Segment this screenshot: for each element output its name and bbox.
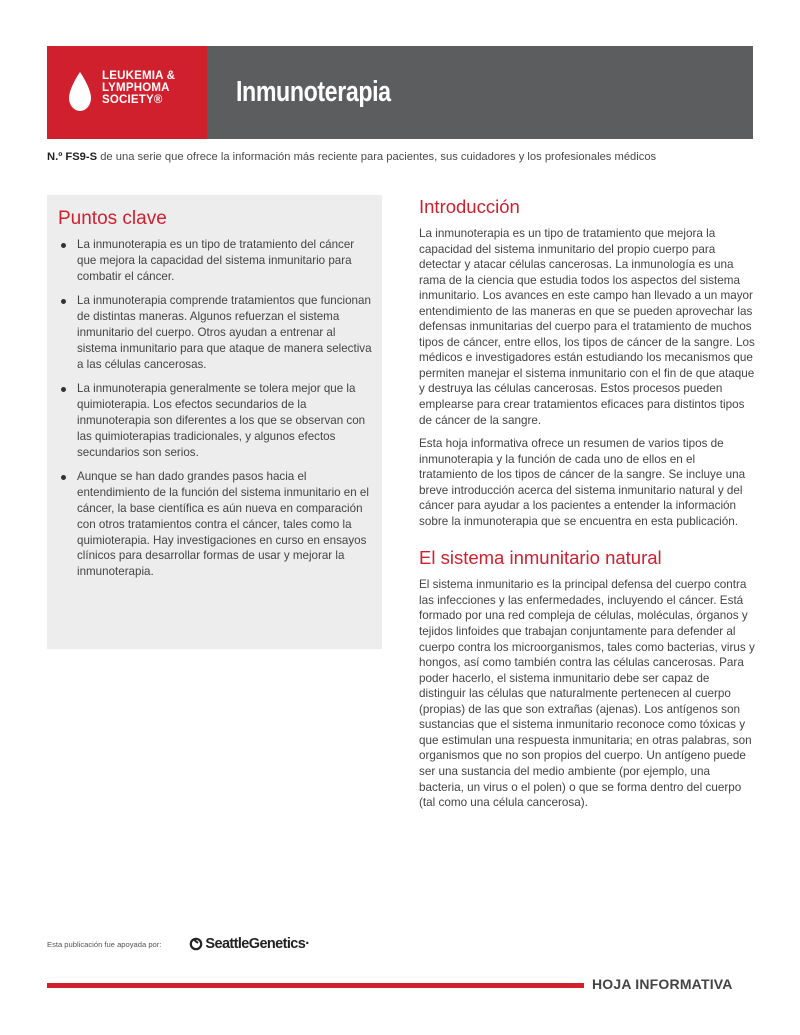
section-title-sistema-inmunitario: El sistema inmunitario natural <box>419 547 662 569</box>
list-item: Aunque se han dado grandes pasos hacia el entendimiento de la función del sistema inmunitario en el cáncer, la base científica es aún nueva en comparación con otros tratamientos contra el cáncer, tales como la quimioterapia. Hay investigaciones en curso en ensayos clínicos para desarrollar formas de usar y mejorar la inmunoterapia. <box>57 469 372 580</box>
sponsor-credit <box>47 936 309 952</box>
paragraph: La inmunoterapia es un tipo de tratamiento que mejora la capacidad del sistema inmunitario del propio cuerpo para detectar y atacar células cancerosas. La inmunología es una rama de la ciencia que estudia todos los aspectos del sistema inmunitario. Los avances en este campo han llevado a un mayor entendimiento de las maneras en que se pueden aprovechar las defensas inmunitarias del cuerpo para el tratamiento de muchos tipos de cáncer, entre ellos, los tipos de cáncer de la sangre. Los médicos e investigadores están estudiando los mecanismos que permiten manejar el sistema inmunitario con el fin de que ataque y destruya las células cancerosas. Estos procesos pueden emplearse para crear tratamientos eficaces para distintos tipos de cáncer de la sangre. <box>419 227 755 427</box>
series-line <box>47 151 656 163</box>
logo-line: SOCIETY® <box>102 94 163 106</box>
main-column <box>419 196 755 819</box>
list-item: La inmunoterapia es un tipo de tratamiento del cáncer que mejora la capacidad del sistema inmunitario para combatir el cáncer. <box>57 237 372 284</box>
list-item: La inmunoterapia generalmente se tolera mejor que la quimioterapia. Los efectos secundarios de la inmunoterapia son diferentes a los que se observan con las quimioterapias tradicionales, y algunos efectos secundarios son serios. <box>57 381 372 460</box>
seattle-genetics-mark-icon <box>189 937 203 951</box>
blood-drop-icon <box>67 72 93 112</box>
lls-logo <box>47 46 207 139</box>
footer-divider <box>47 983 584 988</box>
series-code: N.º FS9-S <box>47 151 98 163</box>
logo-line: LEUKEMIA & <box>102 70 176 82</box>
page-header <box>47 46 753 139</box>
logo-wordmark <box>102 70 175 106</box>
series-text: de una serie que ofrece la información más reciente para pacientes, sus cuidadores y los profesionales médicos <box>97 151 657 163</box>
paragraph: El sistema inmunitario es la principal defensa del cuerpo contra las infecciones y las enfermedades, incluyendo el cáncer. Está formado por una red compleja de células, moléculas, órganos y tejidos linfoides que trabajan conjuntamente para defender al cuerpo contra los microorganismos, tales como bacterias, virus y hongos, así como también contra las células cancerosas. Para poder hacerlo, el sistema inmunitario debe ser capaz de distinguir las células que naturalmente pertenecen al cuerpo (propias) de las que son extrañas (ajenas). Los antígenos son sustancias que el sistema inmunitario reconoce como tóxicas y que estimulan una respuesta inmunitaria; en otras palabras, son organismos que no son propios del cuerpo. Un antígeno puede ser una sustancia del medio ambiente (por ejemplo, una bacteria, un virus o el polen) o que se forma dentro del cuerpo (tal como una célula cancerosa). <box>419 578 755 810</box>
footer-label: HOJA INFORMATIVA <box>592 976 733 992</box>
key-points-title: Puntos clave <box>58 208 167 229</box>
list-item: La inmunoterapia comprende tratamientos que funcionan de distintas maneras. Algunos refuerzan el sistema inmunitario del cuerpo. Otros ayudan a entrenar al sistema inmunitario para que ataque de manera selectiva a las células cancerosas. <box>57 293 372 372</box>
key-points-box <box>47 195 382 649</box>
sponsor-label: Esta publicación fue apoyada por: <box>47 939 162 949</box>
page-title: Inmunoterapia <box>236 76 391 108</box>
sponsor-name: SeattleGenetics· <box>205 936 310 952</box>
section-title-introduccion: Introducción <box>419 196 520 217</box>
paragraph: Esta hoja informativa ofrece un resumen de varios tipos de inmunoterapia y la función de cada uno de ellos en el tratamiento de los tipos de cáncer de la sangre. Se incluye una breve introducción acerca del sistema inmunitario natural y del cáncer para ayudar a los pacientes a entender la información sobre la inmunoterapia que se encuentra en esta publicación. <box>419 437 746 528</box>
title-bar <box>207 46 753 139</box>
seattle-genetics-logo <box>189 936 309 952</box>
key-points-list <box>57 237 372 589</box>
logo-line: LYMPHOMA <box>102 82 170 94</box>
